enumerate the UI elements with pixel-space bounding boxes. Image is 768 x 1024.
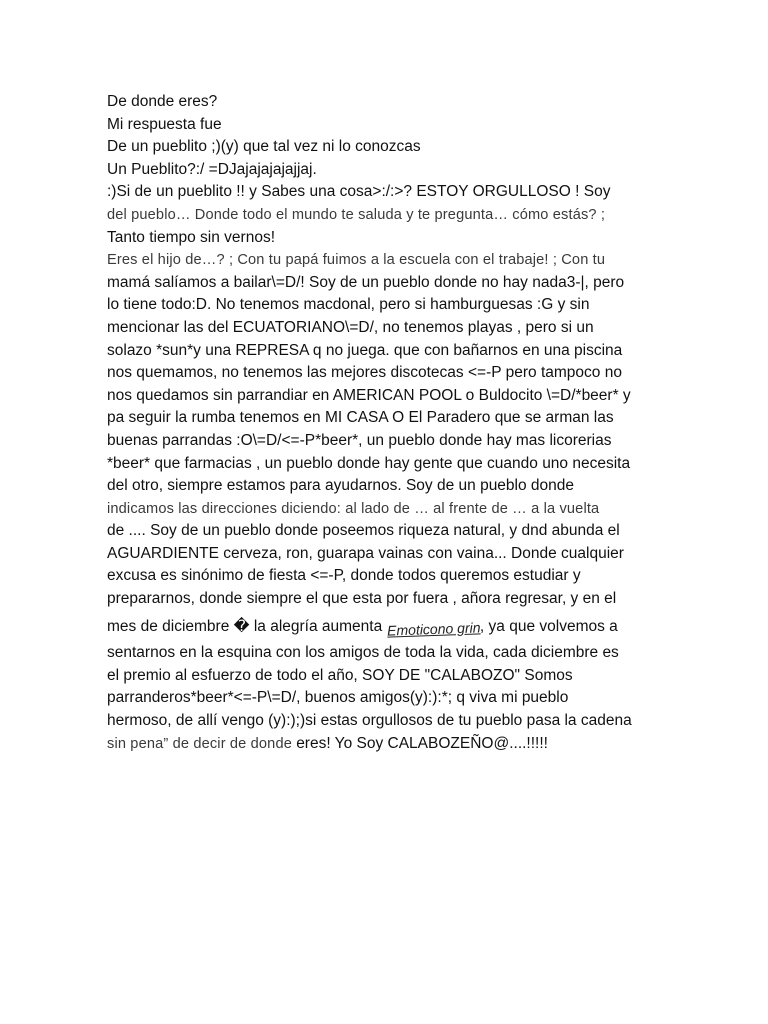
text-line: mencionar las del ECUATORIANO\=D/, no tenemos playas , pero si un (107, 318, 594, 336)
paragraph-lines (107, 91, 687, 611)
text-line: del otro, siempre estamos para ayudarnos. Soy de un pueblo donde (107, 477, 575, 495)
paragraph-lines-tail (107, 642, 687, 732)
text-line: Tanto tiempo sin vernos! (107, 228, 276, 246)
text-line: Un Pueblito?:/ =DJajajajajajjaj. (107, 160, 317, 178)
text-segment: mes de diciembre � la alegría aumenta (107, 617, 387, 635)
text-line: nos quedamos sin parrandiar en AMERICAN POOL o Buldocito \=D/*beer* y (107, 386, 631, 404)
text-line: :)Si de un pueblito !! y Sabes una cosa>:/:>? ESTOY ORGULLOSO ! Soy (107, 183, 611, 201)
text-line: hermoso, de allí vengo (y):);)si estas orgullosos de tu pueblo pasa la cadena (107, 712, 632, 730)
text-line: prepararnos, donde siempre el que esta por fuera , añora regresar, y en el (107, 590, 617, 608)
text-line: nos quemamos, no tenemos las mejores discotecas <=-P pero tampoco no (107, 364, 622, 382)
emoticon-grin-link[interactable]: Emoticono grin (386, 619, 481, 639)
text-line-with-emoticon-link (107, 615, 687, 639)
text-line: *beer* que farmacias , un pueblo donde hay gente que cuando uno necesita (107, 454, 631, 472)
document-body (107, 91, 687, 755)
text-line: AGUARDIENTE cerveza, ron, guarapa vainas con vaina... Donde cualquier (107, 544, 624, 562)
text-line: excusa es sinónimo de fiesta <=-P, donde todos queremos estudiar y (107, 567, 581, 585)
text-line: solazo *sun*y una REPRESA q no juega. que con bañarnos en una piscina (107, 341, 623, 359)
text-segment: eres! Yo Soy CALABOZEÑO@....!!!!! (296, 734, 548, 752)
text-line: buenas parrandas :O\=D/<=-P*beer*, un pueblo donde hay mas licorerias (107, 431, 612, 449)
text-line: el premio al esfuerzo de todo el año, SOY DE "CALABOZO" Somos (107, 666, 573, 684)
text-segment-light: sin pena” de decir de donde (107, 735, 297, 752)
text-line: pa seguir la rumba tenemos en MI CASA O El Paradero que se arman las (107, 409, 614, 427)
text-line: De un pueblito ;)(y) que tal vez ni lo conozcas (107, 138, 421, 156)
text-line: Eres el hijo de…? ; Con tu papá fuimos a la escuela con el trabaje! ; Con tu (107, 252, 606, 269)
text-line: lo tiene todo:D. No tenemos macdonal, pero si hamburguesas :G y sin (107, 296, 590, 314)
text-line: De donde eres? (107, 93, 218, 110)
text-segment: , ya que volvemos a (479, 617, 618, 635)
text-line-final (107, 733, 687, 756)
text-line: Mi respuesta fue (107, 115, 222, 133)
text-line: de .... Soy de un pueblo donde poseemos riqueza natural, y dnd abunda el (107, 522, 620, 540)
text-line: indicamos las direcciones diciendo: al lado de … al frente de … a la vuelta (107, 500, 600, 517)
text-line: sentarnos en la esquina con los amigos de toda la vida, cada diciembre es (107, 644, 619, 662)
text-line: mamá salíamos a bailar\=D/! Soy de un pueblo donde no hay nada3-|, pero (107, 273, 625, 291)
text-line: parranderos*beer*<=-P\=D/, buenos amigos(y):):*; q viva mi pueblo (107, 689, 569, 707)
text-line: del pueblo… Donde todo el mundo te saluda y te pregunta… cómo estás? ; (107, 206, 606, 223)
